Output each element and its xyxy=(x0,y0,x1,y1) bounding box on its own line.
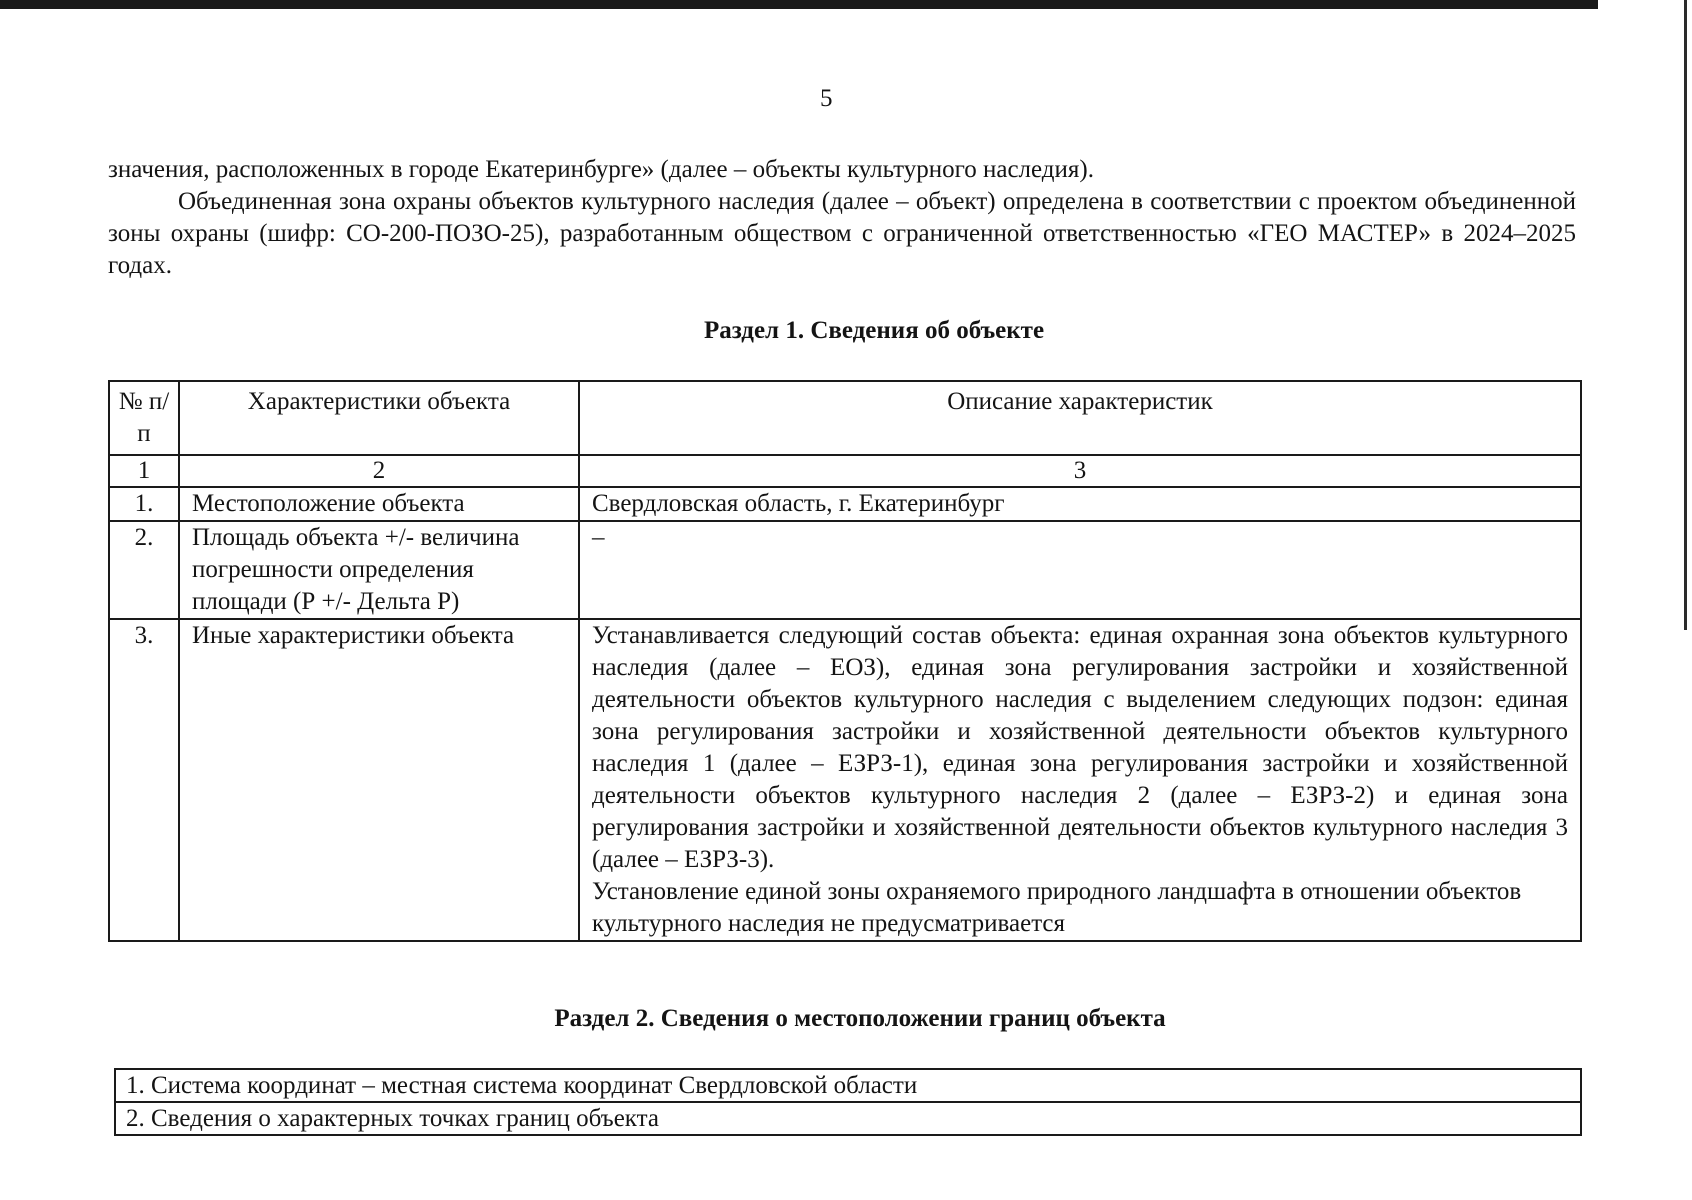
intro-line-1: значения, расположенных в городе Екатеринбурге» (далее – объекты культурного наследия). xyxy=(108,156,1094,183)
row-characteristic: Иные характеристики объекта xyxy=(179,619,579,941)
row-description: Свердловская область, г. Екатеринбург xyxy=(579,487,1581,521)
table-row xyxy=(109,487,1581,521)
table-header-row xyxy=(109,381,1581,455)
table-row xyxy=(109,521,1581,619)
section-2-title: Раздел 2. Сведения о местоположении границ объекта xyxy=(554,1005,1166,1032)
section-1-title: Раздел 1. Сведения об объекте xyxy=(703,317,1045,344)
column-number-2: 2 xyxy=(179,455,579,487)
row-number: 2. xyxy=(109,521,179,619)
scan-top-border xyxy=(0,0,1598,9)
column-number-1: 1 xyxy=(109,455,179,487)
row-description xyxy=(579,619,1581,941)
coordinate-system-row: 1. Система координат – местная система координат Свердловской области xyxy=(115,1069,1581,1102)
row-description-paragraph-2: Установление единой зоны охраняемого природного ландшафта в отношении объектов культурного наследия не предусматривается xyxy=(592,878,1522,937)
boundary-info-table xyxy=(114,1068,1582,1136)
row-description-paragraph-1: Устанавливается следующий состав объекта: единая охранная зона объектов культурного наследия (далее – ЕОЗ), единая зона регулирования застройки и хозяйственной деятельности объектов культурного наследия с выделением следующих подзон: единая зона регулирования застройки и хозяйственной деятельности объектов культурного наследия 1 (далее – ЕЗРЗ-1), единая зона регулирования застройки и хозяйственной деятельности объектов культурного наследия 2 (далее – ЕЗРЗ-2) и единая зона регулирования застройки и хозяйственной деятельности объектов культурного наследия 3 (далее – ЕЗРЗ-3). xyxy=(592,622,1568,873)
page-number: 5 xyxy=(820,85,833,112)
table-row xyxy=(115,1069,1581,1102)
intro-text xyxy=(108,154,1576,282)
table-row xyxy=(109,619,1581,941)
boundary-points-row: 2. Сведения о характерных точках границ объекта xyxy=(115,1102,1581,1135)
row-description: – xyxy=(579,521,1581,619)
object-info-table xyxy=(108,380,1582,942)
intro-paragraph-2: Объединенная зона охраны объектов культурного наследия (далее – объект) определена в соответствии с проектом объединенной зоны охраны (шифр: СО-200-ПОЗО-25), разработанным обществом с ограниченной ответственностью «ГЕО МАСТЕР» в 2024–2025 годах. xyxy=(108,188,1576,279)
header-characteristic: Характеристики объекта xyxy=(179,381,579,455)
row-number: 3. xyxy=(109,619,179,941)
row-number: 1. xyxy=(109,487,179,521)
table-row xyxy=(115,1102,1581,1135)
column-number-3: 3 xyxy=(579,455,1581,487)
table-column-numbers-row xyxy=(109,455,1581,487)
header-description: Описание характеристик xyxy=(579,381,1581,455)
row-characteristic: Местоположение объекта xyxy=(179,487,579,521)
header-number: № п/п xyxy=(109,381,179,455)
row-characteristic: Площадь объекта +/- величина погрешности определения площади (Р +/- Дельта Р) xyxy=(179,521,579,619)
scan-right-edge xyxy=(1684,0,1687,630)
